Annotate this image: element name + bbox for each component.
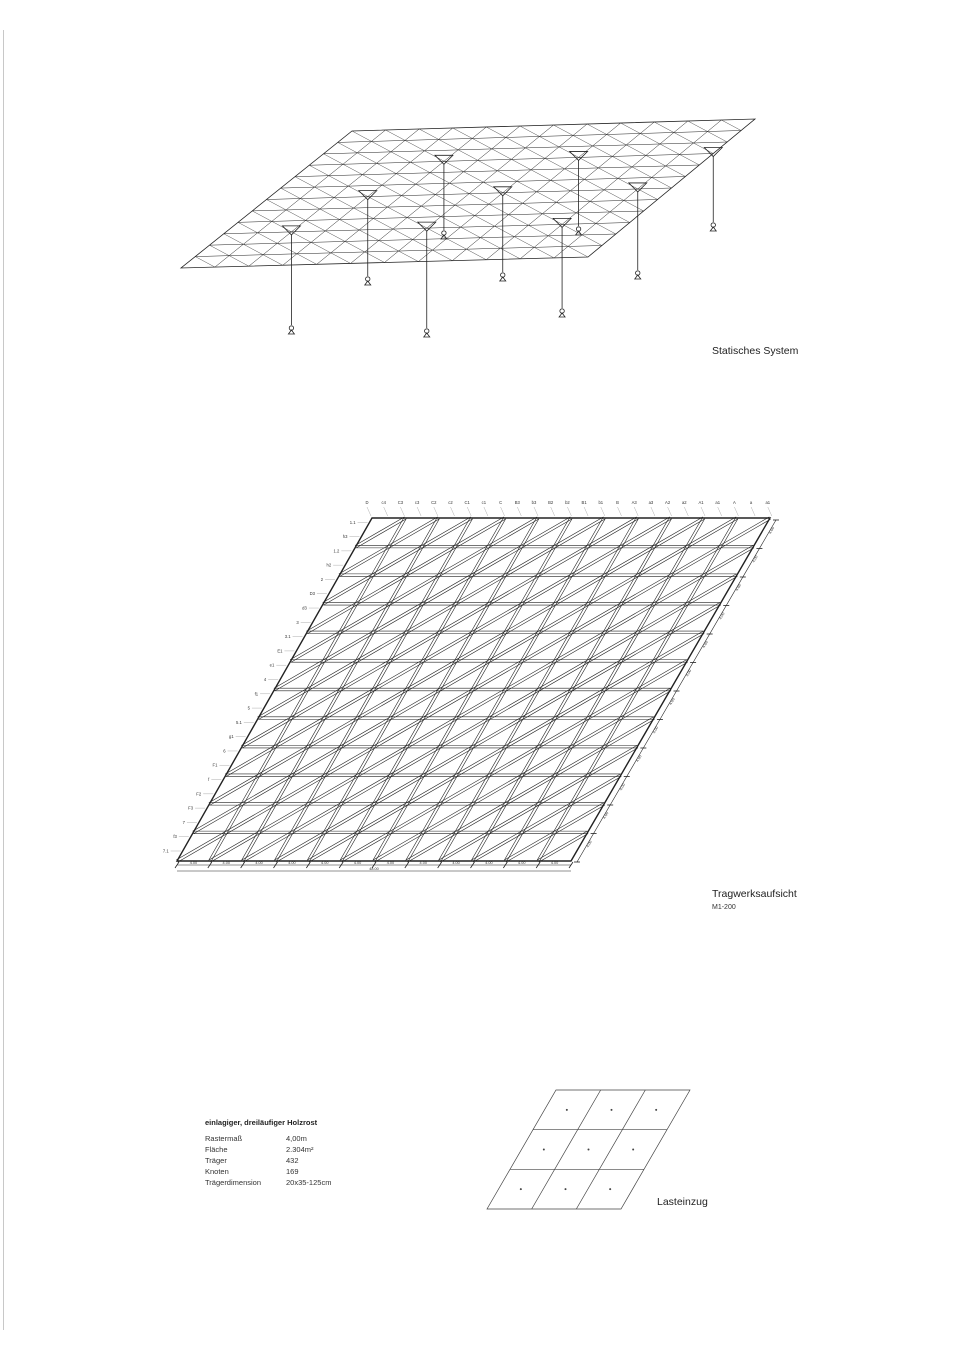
axis-label-left: f bbox=[208, 777, 210, 783]
dimension-label: 4.00 bbox=[734, 583, 743, 592]
dimension-label: 4.00 bbox=[635, 754, 643, 763]
dimension-label: 4.00 bbox=[321, 861, 329, 865]
axis-label-left: 3.1 bbox=[284, 634, 291, 640]
spec-row bbox=[205, 1177, 331, 1188]
dimension-label: 4.00 bbox=[419, 861, 427, 865]
axis-label-top: c2 bbox=[448, 500, 453, 505]
spec-value: 20x35-125cm bbox=[286, 1178, 332, 1187]
load-point bbox=[565, 1188, 567, 1190]
dimension-label: 4.00 bbox=[668, 697, 676, 706]
dimension-label: 4.00 bbox=[618, 782, 627, 792]
spec-value: 2.304m² bbox=[286, 1145, 314, 1154]
dimension-label: 4.00 bbox=[585, 839, 593, 849]
spec-label: Träger bbox=[205, 1156, 227, 1165]
axis-label-top: b3 bbox=[531, 500, 537, 505]
axis-label-top: a bbox=[749, 500, 753, 505]
spec-value: 432 bbox=[286, 1156, 299, 1165]
load-point bbox=[588, 1149, 590, 1151]
axis-label-top: a1 bbox=[715, 500, 721, 505]
spec-row bbox=[205, 1144, 331, 1155]
axis-label-left: 3 bbox=[296, 619, 299, 625]
caption-static-system: Statisches System bbox=[712, 345, 799, 357]
spec-value: 4,00m bbox=[286, 1134, 307, 1143]
axis-label-left: 1.1 bbox=[349, 519, 356, 525]
caption-load-distribution: Lasteinzug bbox=[657, 1196, 708, 1208]
axis-label-top: C2 bbox=[431, 500, 437, 505]
load-point bbox=[611, 1109, 613, 1111]
axis-label-left: 4 bbox=[263, 676, 267, 682]
axis-label-top: C1 bbox=[464, 500, 470, 505]
load-point bbox=[655, 1109, 657, 1111]
axis-label-left: h2 bbox=[326, 562, 332, 568]
axis-label-left: F2 bbox=[196, 791, 202, 797]
dimension-label: 4.00 bbox=[685, 668, 693, 678]
load-grid-line bbox=[576, 1090, 645, 1209]
axis-label-left: 7.1 bbox=[162, 848, 169, 854]
spec-label: Knoten bbox=[205, 1167, 229, 1176]
axis-label-left: f1 bbox=[254, 691, 259, 697]
axis-label-top: A3 bbox=[631, 500, 637, 505]
axis-label-left: E1 bbox=[277, 648, 283, 654]
load-point bbox=[632, 1149, 634, 1151]
dimension-label: 4.00 bbox=[353, 861, 362, 865]
axis-label-left: 7 bbox=[182, 819, 185, 825]
axis-label-left: g1 bbox=[229, 734, 234, 740]
dimension-label: 4.00 bbox=[452, 861, 460, 865]
spec-label: Fläche bbox=[205, 1145, 228, 1154]
axis-label-top: A1 bbox=[698, 500, 704, 505]
dimension-label: 4.00 bbox=[550, 861, 559, 865]
dimension-label: 4.00 bbox=[222, 861, 230, 865]
axis-label-top: D bbox=[365, 500, 369, 505]
dimension-label: 4.00 bbox=[255, 861, 263, 865]
load-grid-line bbox=[532, 1090, 601, 1209]
axis-label-top: B3 bbox=[514, 500, 520, 505]
dimension-total-label: 48.00 bbox=[369, 867, 379, 871]
spec-value: 169 bbox=[286, 1167, 299, 1176]
axis-label-top: B1 bbox=[581, 500, 587, 505]
dimension-label: 4.00 bbox=[485, 861, 493, 865]
load-point bbox=[543, 1149, 545, 1151]
dimension-label: 4.00 bbox=[718, 611, 726, 621]
axis-label-top: a2 bbox=[681, 500, 687, 505]
axis-label-left: e1 bbox=[269, 662, 275, 668]
axis-label-top: c3 bbox=[414, 500, 420, 505]
dimension-label: 4.00 bbox=[518, 861, 526, 865]
axis-label-left: 1.2 bbox=[333, 548, 340, 554]
axis-label-top: B2 bbox=[548, 500, 554, 505]
axis-label-top: C3 bbox=[397, 500, 404, 505]
axis-label-left: h3 bbox=[342, 534, 348, 540]
dimension-label: 4.00 bbox=[701, 640, 709, 649]
spec-title: einlagiger, dreiläufiger Holzrost bbox=[205, 1118, 318, 1127]
axis-label-top: C bbox=[499, 500, 503, 505]
caption-scale: M1-200 bbox=[712, 904, 736, 911]
axis-label-top: c1 bbox=[481, 500, 487, 505]
axis-label-left: D3 bbox=[309, 591, 315, 597]
load-point bbox=[520, 1188, 522, 1190]
axis-label-top: c4 bbox=[381, 500, 386, 505]
dimension-label: 4.00 bbox=[751, 554, 759, 564]
axis-label-left: F1 bbox=[212, 762, 218, 768]
spec-row bbox=[205, 1166, 331, 1177]
axis-label-left: 6 bbox=[223, 748, 226, 754]
axis-label-left: F3 bbox=[188, 805, 194, 811]
dimension-label: 4.00 bbox=[386, 861, 395, 865]
spec-row bbox=[205, 1155, 331, 1166]
dimension-label: 4.00 bbox=[652, 725, 660, 735]
dimension-label: 4.00 bbox=[768, 526, 776, 535]
spec-row bbox=[205, 1133, 331, 1144]
axis-label-top: b1 bbox=[598, 500, 604, 505]
axis-label-top: a1 bbox=[765, 500, 771, 505]
axis-label-left: f3 bbox=[173, 834, 177, 840]
load-point bbox=[609, 1188, 611, 1190]
dimension-label: 4.00 bbox=[189, 861, 198, 865]
axis-label-left: d3 bbox=[302, 605, 307, 611]
dimension-label: 4.00 bbox=[288, 861, 296, 865]
caption-structural-plan: Tragwerksaufsicht bbox=[712, 888, 797, 900]
spec-table bbox=[205, 1133, 331, 1188]
axis-label-left: 5.1 bbox=[235, 719, 242, 725]
spec-label: Trägerdimension bbox=[205, 1178, 261, 1187]
spec-label: Rastermaß bbox=[205, 1134, 243, 1143]
dimension-label: 4.00 bbox=[602, 811, 610, 820]
axis-label-left: 5 bbox=[247, 705, 250, 711]
axis-label-left: 2 bbox=[320, 576, 324, 582]
axis-label-top: A2 bbox=[665, 500, 671, 505]
load-point bbox=[566, 1109, 568, 1111]
axis-label-top: a3 bbox=[648, 500, 654, 505]
axis-label-top: b2 bbox=[565, 500, 570, 505]
axis-label-top: B bbox=[616, 500, 619, 505]
axis-label-top: A bbox=[733, 500, 736, 505]
